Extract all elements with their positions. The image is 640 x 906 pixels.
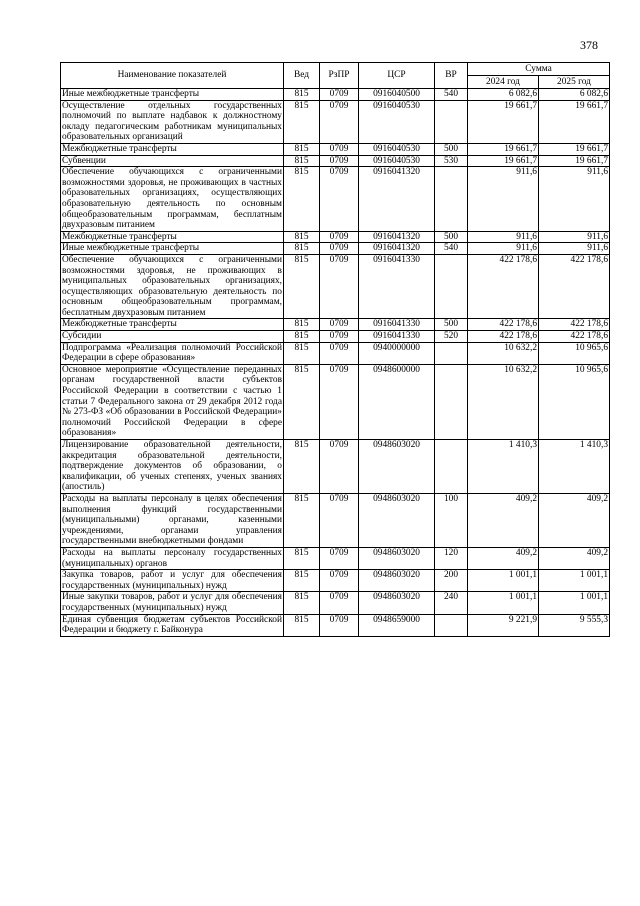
- row-rzpr: 0709: [320, 547, 359, 569]
- row-sum-2025: 409,2: [539, 547, 610, 569]
- table-row: [61, 592, 610, 614]
- row-vr: 500: [435, 231, 468, 243]
- table-row: [61, 319, 610, 331]
- row-name: Иные межбюджетные трансферты: [61, 243, 284, 255]
- row-vr: 540: [435, 243, 468, 255]
- row-name: Межбюджетные трансферты: [61, 319, 284, 331]
- row-sum-2024: 19 661,7: [468, 143, 539, 155]
- row-rzpr: 0709: [320, 254, 359, 319]
- header-vr: ВР: [435, 63, 468, 89]
- row-sum-2025: 911,6: [539, 243, 610, 255]
- row-sum-2024: 10 632,2: [468, 364, 539, 439]
- row-sum-2025: 422 178,6: [539, 254, 610, 319]
- row-ved: 815: [284, 89, 320, 101]
- row-rzpr: 0709: [320, 614, 359, 636]
- row-vr: 500: [435, 143, 468, 155]
- row-ved: 815: [284, 231, 320, 243]
- row-sum-2024: 6 082,6: [468, 89, 539, 101]
- row-rzpr: 0709: [320, 243, 359, 255]
- row-vr: 540: [435, 89, 468, 101]
- budget-table: [60, 62, 610, 637]
- table-row: [61, 440, 610, 494]
- row-vr: [435, 100, 468, 143]
- row-ved: 815: [284, 254, 320, 319]
- row-name: Основное мероприятие «Осуществление переданных органам государственной власти субъектов Российской Федерации в соответствии с частью 1 статьи 7 Федерального закона от 29 декабря 2012 года № 273-ФЗ «Об образовании в Российской Федерации» полномочий Российской Федерации в сфере образования»: [62, 364, 282, 439]
- row-csr: 0916040500: [359, 89, 435, 101]
- row-sum-2024: 1 410,3: [468, 440, 539, 494]
- row-ved: 815: [284, 100, 320, 143]
- row-sum-2025: 19 661,7: [539, 155, 610, 167]
- row-name: Межбюджетные трансферты: [61, 231, 284, 243]
- row-csr: 0916041320: [359, 167, 435, 232]
- row-vr: [435, 167, 468, 232]
- row-csr: 0948603020: [359, 570, 435, 592]
- row-sum-2024: 409,2: [468, 547, 539, 569]
- row-vr: [435, 342, 468, 364]
- row-ved: 815: [284, 143, 320, 155]
- header-name: Наименование показателей: [61, 63, 284, 89]
- row-name: Расходы на выплаты персоналу государственных (муниципальных) органов: [62, 547, 282, 569]
- row-vr: 240: [435, 592, 468, 614]
- row-sum-2024: 911,6: [468, 231, 539, 243]
- table-row: [61, 614, 610, 636]
- row-vr: 500: [435, 319, 468, 331]
- row-ved: 815: [284, 331, 320, 343]
- row-vr: 200: [435, 570, 468, 592]
- row-ved: 815: [284, 342, 320, 364]
- row-csr: 0948659000: [359, 614, 435, 636]
- row-rzpr: 0709: [320, 155, 359, 167]
- row-ved: 815: [284, 570, 320, 592]
- row-sum-2024: 422 178,6: [468, 319, 539, 331]
- row-rzpr: 0709: [320, 319, 359, 331]
- row-csr: 0916040530: [359, 143, 435, 155]
- row-csr: 0940000000: [359, 342, 435, 364]
- row-ved: 815: [284, 155, 320, 167]
- header-sum: Сумма: [468, 63, 610, 76]
- table-row: [61, 243, 610, 255]
- row-name: Обеспечение обучающихся с ограниченными возможностями здоровья, не проживающих в частных образовательных организациях, осуществляющих образовательную деятельность по основным общеобразовательным программам, бесплатным двухразовым питанием: [62, 167, 282, 231]
- row-name: Единая субвенция бюджетам субъектов Российской Федерации и бюджету г. Байконура: [62, 614, 282, 636]
- row-vr: [435, 440, 468, 494]
- row-sum-2025: 6 082,6: [539, 89, 610, 101]
- row-csr: 0948603020: [359, 592, 435, 614]
- row-ved: 815: [284, 493, 320, 547]
- table-row: [61, 547, 610, 569]
- row-csr: 0948603020: [359, 547, 435, 569]
- row-sum-2024: 19 661,7: [468, 155, 539, 167]
- row-csr: 0916041320: [359, 243, 435, 255]
- row-sum-2025: 422 178,6: [539, 319, 610, 331]
- row-ved: 815: [284, 614, 320, 636]
- row-vr: 120: [435, 547, 468, 569]
- row-sum-2024: 1 001,1: [468, 570, 539, 592]
- row-sum-2024: 19 661,7: [468, 100, 539, 143]
- table-row: [61, 89, 610, 101]
- row-vr: 100: [435, 493, 468, 547]
- row-vr: 530: [435, 155, 468, 167]
- row-csr: 0916040530: [359, 100, 435, 143]
- row-rzpr: 0709: [320, 167, 359, 232]
- row-sum-2024: 9 221,9: [468, 614, 539, 636]
- header-rzpr: РзПР: [320, 63, 359, 89]
- row-rzpr: 0709: [320, 440, 359, 494]
- row-sum-2025: 10 965,6: [539, 342, 610, 364]
- header-year-2025: 2025 год: [539, 76, 610, 89]
- row-name: Подпрограмма «Реализация полномочий Российской Федерации в сфере образования»: [62, 342, 282, 364]
- row-vr: [435, 364, 468, 439]
- row-name: Осуществление отдельных государственных полномочий по выплате надбавок к должностному окладу педагогическим работникам муниципальных образовательных организаций: [62, 100, 282, 143]
- row-csr: 0916041330: [359, 254, 435, 319]
- table-row: [61, 143, 610, 155]
- row-sum-2025: 409,2: [539, 493, 610, 547]
- row-csr: 0916040530: [359, 155, 435, 167]
- row-ved: 815: [284, 364, 320, 439]
- row-name: Иные закупки товаров, работ и услуг для обеспечения государственных (муниципальных) нужд: [62, 592, 282, 613]
- row-name: Субсидии: [61, 331, 284, 343]
- row-csr: 0948603020: [359, 440, 435, 494]
- row-rzpr: 0709: [320, 592, 359, 614]
- row-rzpr: 0709: [320, 342, 359, 364]
- row-sum-2024: 911,6: [468, 167, 539, 232]
- row-rzpr: 0709: [320, 231, 359, 243]
- row-sum-2025: 10 965,6: [539, 364, 610, 439]
- row-name: Межбюджетные трансферты: [61, 143, 284, 155]
- row-ved: 815: [284, 243, 320, 255]
- row-sum-2024: 422 178,6: [468, 254, 539, 319]
- row-vr: [435, 614, 468, 636]
- table-row: [61, 342, 610, 364]
- row-name: Субвенции: [61, 155, 284, 167]
- row-rzpr: 0709: [320, 89, 359, 101]
- table-header: [61, 63, 610, 89]
- row-sum-2025: 911,6: [539, 167, 610, 232]
- header-year-2024: 2024 год: [468, 76, 539, 89]
- row-csr: 0916041320: [359, 231, 435, 243]
- row-ved: 815: [284, 547, 320, 569]
- row-sum-2025: 19 661,7: [539, 143, 610, 155]
- row-sum-2025: 1 001,1: [539, 570, 610, 592]
- page-number: 378: [580, 38, 598, 52]
- row-csr: 0916041330: [359, 331, 435, 343]
- row-sum-2025: 19 661,7: [539, 100, 610, 143]
- row-rzpr: 0709: [320, 143, 359, 155]
- table-row: [61, 331, 610, 343]
- row-sum-2024: 911,6: [468, 243, 539, 255]
- row-name: Обеспечение обучающихся с ограниченными возможностями здоровья, не проживающих в муниципальных образовательных организациях, осуществляющих образовательную деятельность по основным общеобразовательным программам, бесплатным двухразовым питанием: [62, 254, 282, 318]
- row-rzpr: 0709: [320, 570, 359, 592]
- table-row: [61, 254, 610, 319]
- table-body: [61, 89, 610, 637]
- row-sum-2025: 1 001,1: [539, 592, 610, 614]
- table-row: [61, 100, 610, 143]
- row-sum-2024: 1 001,1: [468, 592, 539, 614]
- row-ved: 815: [284, 440, 320, 494]
- header-csr: ЦСР: [359, 63, 435, 89]
- row-sum-2024: 422 178,6: [468, 331, 539, 343]
- table-row: [61, 155, 610, 167]
- row-csr: 0948600000: [359, 364, 435, 439]
- table-row: [61, 167, 610, 232]
- row-vr: 520: [435, 331, 468, 343]
- row-csr: 0948603020: [359, 493, 435, 547]
- row-sum-2025: 9 555,3: [539, 614, 610, 636]
- table-row: [61, 570, 610, 592]
- row-csr: 0916041330: [359, 319, 435, 331]
- row-rzpr: 0709: [320, 493, 359, 547]
- row-rzpr: 0709: [320, 364, 359, 439]
- row-vr: [435, 254, 468, 319]
- row-sum-2024: 10 632,2: [468, 342, 539, 364]
- table-row: [61, 493, 610, 547]
- row-ved: 815: [284, 167, 320, 232]
- row-name: Расходы на выплаты персоналу в целях обеспечения выполнения функций государственными (муниципальными) органами, казенными учреждениями, органами управления государственными внебюджетными фондами: [62, 493, 282, 547]
- row-name: Закупка товаров, работ и услуг для обеспечения государственных (муниципальных) нужд: [62, 570, 282, 591]
- row-ved: 815: [284, 319, 320, 331]
- row-sum-2025: 911,6: [539, 231, 610, 243]
- row-rzpr: 0709: [320, 331, 359, 343]
- row-name: Иные межбюджетные трансферты: [61, 89, 284, 101]
- row-sum-2025: 1 410,3: [539, 440, 610, 494]
- row-rzpr: 0709: [320, 100, 359, 143]
- table-row: [61, 231, 610, 243]
- table-row: [61, 364, 610, 439]
- row-ved: 815: [284, 592, 320, 614]
- row-sum-2024: 409,2: [468, 493, 539, 547]
- header-ved: Вед: [284, 63, 320, 89]
- row-name: Лицензирование образовательной деятельности, аккредитация образовательной деятельности, подтверждение документов об образовании, о квалификации, об ученых степенях, ученых званиях (апостиль): [62, 440, 282, 493]
- row-sum-2025: 422 178,6: [539, 331, 610, 343]
